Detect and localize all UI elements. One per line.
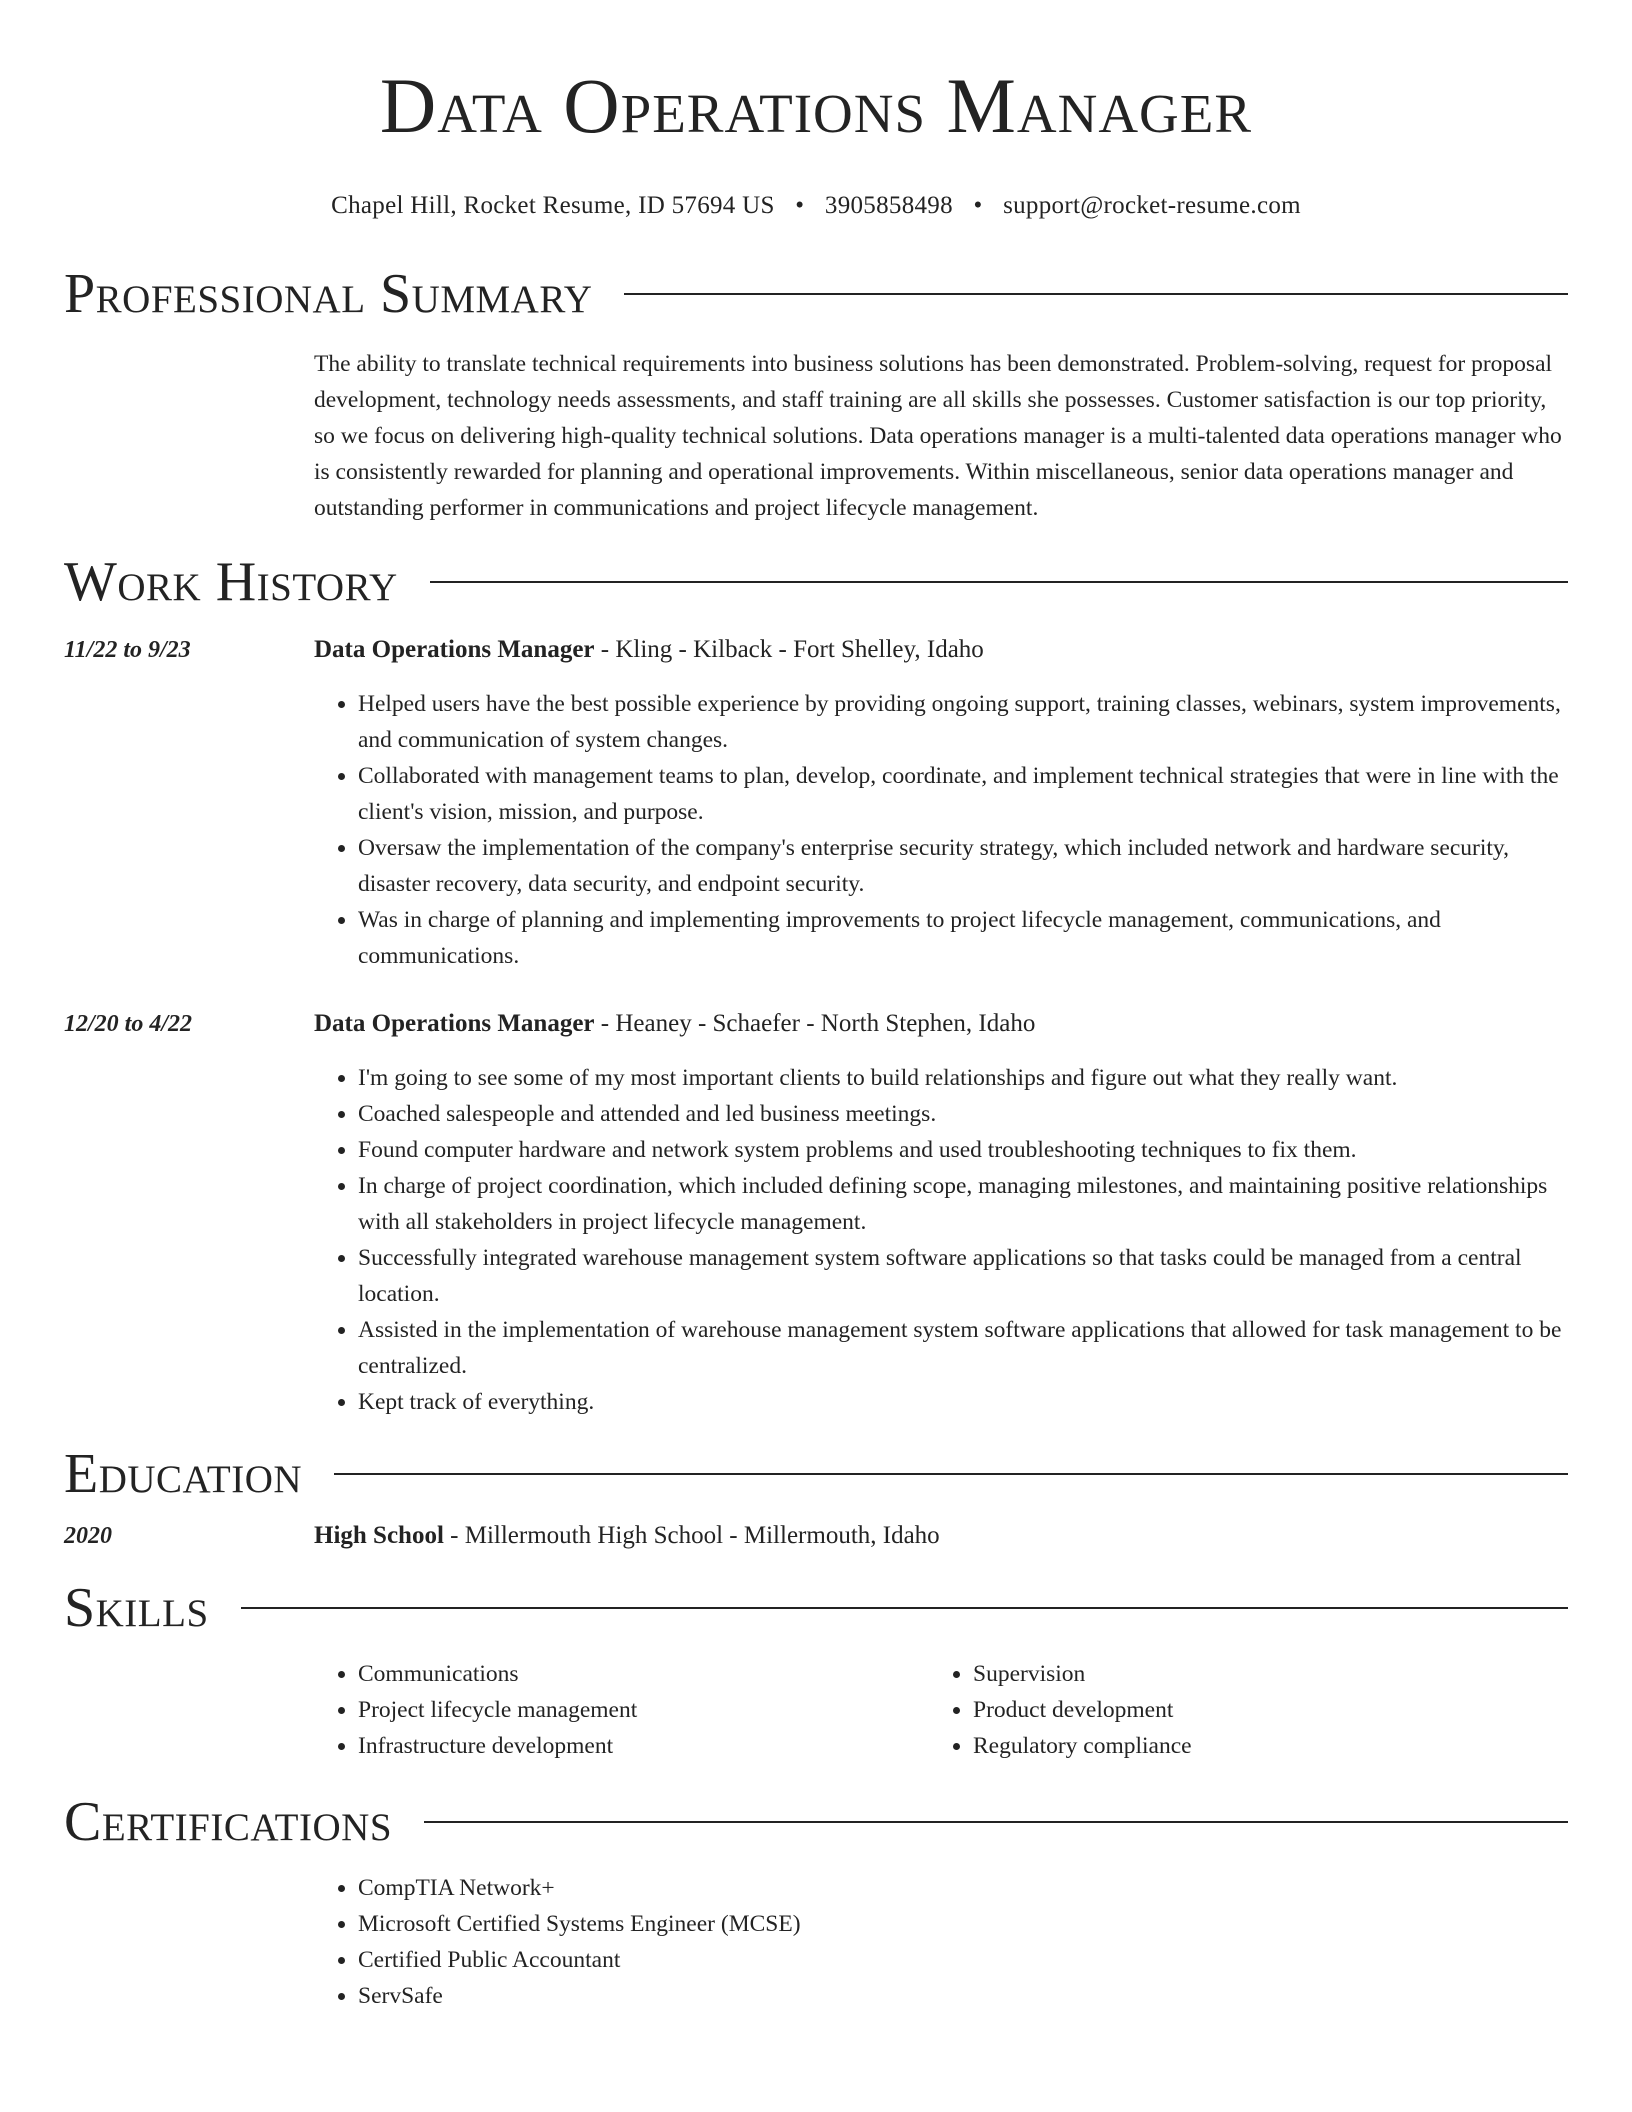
- job-bullets-container: [314, 686, 1568, 974]
- skill-item: • Supervision: [973, 1656, 1544, 1692]
- job-bullet: • Was in charge of planning and implementing improvements to project lifecycle management, communications, and communications.: [358, 902, 1568, 974]
- certifications-list: [314, 1870, 1568, 2014]
- job-bullets: [314, 686, 1568, 974]
- education-entry: [64, 1518, 1568, 1554]
- education-heading: Education: [64, 1443, 303, 1505]
- job-header: [64, 632, 1568, 668]
- section-divider: [241, 1607, 1568, 1609]
- education-details: - Millermouth High School - Millermouth, Idaho: [443, 1522, 940, 1549]
- section-divider: [430, 581, 1568, 583]
- job-bullet: • Successfully integrated warehouse management system software applications so that tasks could be managed from a central location.: [358, 1240, 1568, 1312]
- contact-phone: 3905858498: [824, 192, 953, 219]
- job-details: - Kling - Kilback - Fort Shelley, Idaho: [594, 636, 984, 663]
- job-bullets: [314, 1060, 1568, 1420]
- skills-grid: [314, 1656, 1568, 1764]
- job-title-line: [314, 632, 984, 668]
- job-bullet: • Found computer hardware and network system problems and used troubleshooting techniques to fix them.: [358, 1132, 1568, 1168]
- education-line: [314, 1518, 940, 1554]
- section-divider: [624, 293, 1568, 295]
- skill-item: • Infrastructure development: [358, 1728, 929, 1764]
- job-bullet: • In charge of project coordination, which included defining scope, managing milestones, and maintaining positive relationships with all stakeholders in project lifecycle management.: [358, 1168, 1568, 1240]
- certification-item: • Certified Public Accountant: [358, 1942, 1568, 1978]
- contact-line: [64, 190, 1568, 222]
- skills-column-right: [929, 1656, 1544, 1764]
- job-header: [64, 1006, 1568, 1042]
- job-dates: 11/22 to 9/23: [64, 637, 191, 663]
- certification-item: • Microsoft Certified Systems Engineer (MCSE): [358, 1906, 1568, 1942]
- skill-item: • Project lifecycle management: [358, 1692, 929, 1728]
- job-bullet: • Assisted in the implementation of warehouse management system software applications that allowed for task management to be centralized.: [358, 1312, 1568, 1384]
- section-divider: [334, 1473, 1568, 1475]
- job-bullet: • Helped users have the best possible experience by providing ongoing support, training classes, webinars, system improvements, and communication of system changes.: [358, 686, 1568, 758]
- education-section-header: [64, 1444, 1568, 1504]
- job-title: Data Operations Manager: [314, 1010, 595, 1037]
- certifications-section-header: [64, 1792, 1568, 1852]
- skills-heading: Skills: [64, 1577, 209, 1639]
- summary-section-header: [64, 264, 1568, 324]
- summary-text: The ability to translate technical requirements into business solutions has been demonstrated. Problem-solving, request for proposal development, technology needs assessments, and staff training are all skills she possesses. Customer satisfaction is our top priority, so we focus on delivering high-quality technical solutions. Data operations manager is a multi-talented data operations manager who is consistently rewarded for planning and operational improvements. Within miscellaneous, senior data operations manager and outstanding performer in communications and project lifecycle management.: [314, 351, 1562, 521]
- resume-name: Data Operations Manager: [379, 62, 1253, 149]
- certifications-heading: Certifications: [64, 1791, 393, 1853]
- job-dates: 12/20 to 4/22: [64, 1011, 193, 1037]
- job-details: - Heaney - Schaefer - North Stephen, Idaho: [594, 1010, 1036, 1037]
- work-heading: Work History: [64, 551, 398, 613]
- job-bullet: • Collaborated with management teams to plan, develop, coordinate, and implement technical strategies that were in line with the client's vision, mission, and purpose.: [358, 758, 1568, 830]
- job-title-line: [314, 1006, 1035, 1042]
- contact-email: support@rocket-resume.com: [1003, 192, 1301, 219]
- job-entry: [64, 1006, 1568, 1420]
- section-divider: [424, 1821, 1568, 1823]
- skills-section-header: [64, 1578, 1568, 1638]
- certification-item: • ServSafe: [358, 1978, 1568, 2014]
- skills-section: [314, 1656, 1568, 1764]
- certifications-section: [314, 1870, 1568, 2014]
- job-title: Data Operations Manager: [314, 636, 595, 663]
- summary-section: [314, 346, 1568, 526]
- skills-column-left: [314, 1656, 929, 1764]
- contact-separator: •: [973, 192, 983, 219]
- summary-heading: Professional Summary: [64, 263, 593, 325]
- job-bullet: • I'm going to see some of my most important clients to build relationships and figure out what they really want.: [358, 1060, 1568, 1096]
- contact-separator: •: [795, 192, 805, 219]
- job-bullet: • Kept track of everything.: [358, 1384, 1568, 1420]
- contact-address: Chapel Hill, Rocket Resume, ID 57694 US: [331, 192, 775, 219]
- job-bullets-container: [314, 1060, 1568, 1420]
- job-bullet: • Oversaw the implementation of the company's enterprise security strategy, which included network and hardware security, disaster recovery, data security, and endpoint security.: [358, 830, 1568, 902]
- work-section-header: [64, 552, 1568, 612]
- skill-item: • Regulatory compliance: [973, 1728, 1544, 1764]
- education-year: 2020: [64, 1523, 112, 1549]
- job-entry: [64, 632, 1568, 974]
- skill-item: • Communications: [358, 1656, 929, 1692]
- job-bullet: • Coached salespeople and attended and led business meetings.: [358, 1096, 1568, 1132]
- certification-item: • CompTIA Network+: [358, 1870, 1568, 1906]
- education-degree: High School: [314, 1522, 444, 1549]
- skill-item: • Product development: [973, 1692, 1544, 1728]
